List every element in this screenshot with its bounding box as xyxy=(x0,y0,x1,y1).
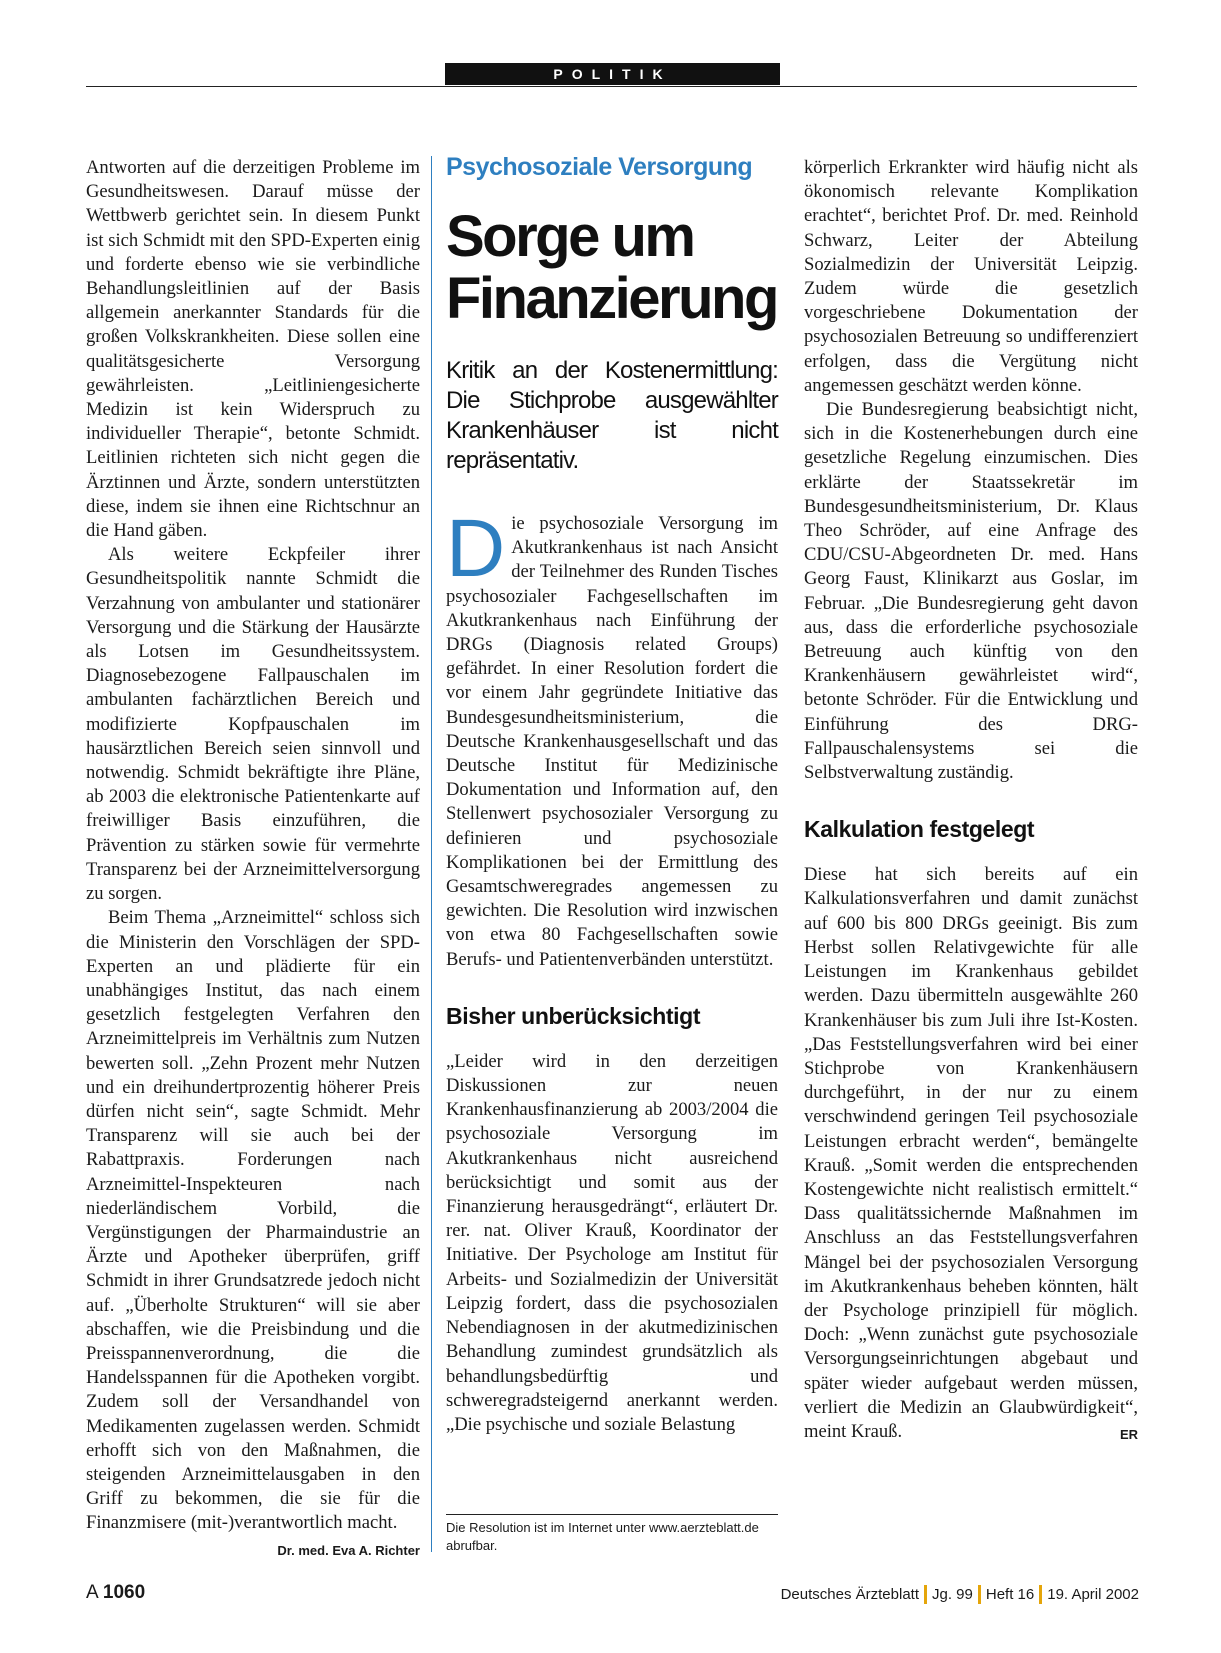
right-paragraph-3-text: Diese hat sich bereits auf ein Kalkulationsverfahren und damit zunächst auf 600 bis 800 DRGs geeinigt. Bis zum Herbst sollen Relativgewichte für alle Leistungen im Krankenhaus gebildet werden. Dazu übermitteln ausgewählte 260 Krankenhäuser bis zum Juli ihre Ist-Kosten. „Das Feststellungsverfahren wird bei einer Stichprobe von Krankenhäusern durchgeführt, in der nur zu einem verschwindend geringen Teil psychosoziale Leistungen erbracht werden“, bemängelte Krauß. „Somit werden die entsprechenden Kostengewichte nicht realistisch ermittelt.“ Dass qualitätssichernde Maßnahmen im Anschluss an das Feststellungsverfahren Mängel bei der psychosozialen Versorgung im Akutkrankenhaus beheben könnten, hält der Psychologe prinzipiell für möglich. Doch: „Wenn zunächst gute psychosoziale Versorgungseinrichtungen abgebaut und später wieder aufgebaut werden müssen, verliert die Medizin an Glaubwürdigkeit“, meint Krauß. xyxy=(804,864,1138,1442)
right-column xyxy=(804,156,1138,1447)
journal-name: Deutsches Ärzteblatt xyxy=(780,1586,919,1603)
subhead-kalkulation: Kalkulation festgelegt xyxy=(804,816,1035,843)
article-deck: Kritik an der Kostenermittlung: Die Stichprobe ausgewählter Krankenhäuser ist nicht repräsentativ. xyxy=(446,357,778,474)
page-number xyxy=(86,1582,145,1604)
article-intro xyxy=(446,503,778,972)
header-rule xyxy=(86,86,1137,87)
footer-separator xyxy=(1039,1585,1042,1604)
left-paragraph-2: Als weitere Eckpfeiler ihrer Gesundheitspolitik nannte Schmidt die Verzahnung von ambulanter und stationärer Versorgung und die Stärkung der Hausärzte als Lotsen im Gesundheitssystem. Diagnosebezogene Fallpauschalen im ambulanten fachärztlichen Bereich und modifizierte Kopfpauschalen im hausärztlichen Bereich seien sinnvoll und notwendig. Schmidt bekräftigte ihre Pläne, ab 2003 die elektronische Patientenkarte auf freiwilliger Basis einzuführen, die Prävention zu stärken sowie für vermehrte Transparenz bei der Arzneimittelversorgung zu sorgen. xyxy=(86,544,420,905)
right-paragraph-3 xyxy=(804,863,1138,1444)
right-paragraph-1: körperlich Erkrankter wird häufig nicht als ökonomisch relevante Komplikation erachtet“, berichtet Prof. Dr. med. Reinhold Schwarz, Leiter der Abteilung Sozialmedizin der Universität Leipzig. Zudem würde die gesetzlich vorgeschriebene Dokumentation der psychosozialen Betreuung so undifferenziert erfolgen, dass die Vergütung nicht angemessen geschätzt werden könne. xyxy=(804,157,1138,396)
page-number-value: 1060 xyxy=(102,1582,146,1603)
left-paragraph-1: Antworten auf die derzeitigen Probleme im Gesundheitswesen. Darauf müsse der Wettbwerb gerichtet sein. In diesem Punkt ist sich Schmidt mit den SPD-Experten einig und forderte ebenso wie sie verbindliche Behandlungsleitlinien auf der Basis allgemein anerkannter Standards für die großen Volkskrankheiten. Diese sollen eine qualitätsgesicherte Versorgung gewährleisten. „Leitliniengesicherte Medizin ist kein Widerspruch zu individueller Therapie“, betonte Schmidt. Leitlinien richteten sich nicht gegen die Ärztinnen und Ärzte, sondern unterstützten diese, indem sie ihnen eine Richtschnur an die Hand gäben. xyxy=(86,157,420,542)
article-paragraph-2: „Leider wird in den derzeitigen Diskussionen zur neuen Krankenhausfinanzierung ab 2003/2004 die psychosoziale Versorgung im Akutkrankenhaus nicht ausreichend berücksichtigt und somit aus der Finanzierung herausgedrängt“, erläutert Dr. rer. nat. Oliver Krauß, Koordinator der Initiative. Der Psychologe am Institut für Arbeits- und Sozialmedizin der Universität Leipzig fordert, dass die psychosozialen Nebendiagnosen in der akutmedizinischen Behandlung zumindest grundsätzlich als behandlungsbedürftig und schweregradsteigernd anerkannt werden. „Die psychische und soziale Belastung xyxy=(446,1050,778,1435)
resolution-note: Die Resolution ist im Internet unter www.aerzteblatt.de abrufbar. xyxy=(446,1514,778,1555)
section-label: POLITIK xyxy=(445,63,780,85)
author-initials: ER xyxy=(1119,1426,1138,1442)
journal-issue: Heft 16 xyxy=(985,1586,1035,1603)
journal-date: 19. April 2002 xyxy=(1047,1586,1139,1603)
article-column xyxy=(446,152,778,1437)
headline-line-2: Finanzierung xyxy=(446,266,777,331)
author-byline: Dr. med. Eva A. Richter xyxy=(277,1542,420,1558)
page-prefix: A xyxy=(86,1582,98,1603)
right-paragraph-2: Die Bundesregierung beabsichtigt nicht, sich in die Kostenerhebungen durch eine gesetzliche Regelung einzumischen. Dies erklärte der Staatssekretär im Bundesgesundheitsministerium, Dr. Klaus Theo Schröder, auf eine Anfrage des CDU/CSU-Abgeordneten Dr. med. Hans Georg Faust, Klinikarzt aus Goslar, im Februar. „Die Bundesregierung geht davon aus, dass die erforderliche psychosoziale Betreuung auch künftig von den Krankenhäusern gewährleistet wird“, betonte Schröder. Für die Entwicklung und Einführung des DRG-Fallpauschalensystems sei die Selbstverwaltung zuständig. xyxy=(804,399,1138,784)
drop-cap: D xyxy=(446,503,506,594)
journal-volume: Jg. 99 xyxy=(932,1586,973,1603)
footer-separator xyxy=(924,1585,927,1604)
footer-separator xyxy=(978,1585,981,1604)
article-intro-text: ie psychosoziale Versorgung im Akutkrankenhaus ist nach Ansicht der Teilnehmer des Runden Tisches psychosozialer Fachgesellschaften im Akutkrankenhaus nach Einführung der DRGs (Diagnosis related Groups) gefährdet. In einer Resolution fordert die vor einem Jahr gegründete Initiative das Bundesgesundheitsministerium, die Deutsche Krankenhausgesellschaft und das Deutsche Institut für Medizinische Dokumentation und Information auf, den Stellenwert psychosozialer Versorgung zu definieren und psychosoziale Komplikationen bei der Ermittlung des Gesamtschweregrades angemessen zu gewichten. Die Resolution wird inzwischen von etwa 80 Fachgesellschaften sowie Berufs- und Patientenverbänden unterstützt. xyxy=(446,513,778,970)
article-kicker: Psychosoziale Versorgung xyxy=(446,153,753,181)
footer-info xyxy=(781,1585,1139,1604)
subhead-bisher: Bisher unberücksichtigt xyxy=(446,1002,701,1029)
left-paragraph-3-text: Beim Thema „Arzneimittel“ schloss sich die Ministerin den Vorschlägen der SPD-Experten an und plädierte für ein unabhängiges Institut, das nach einem gesetzlich festgelegten Verfahren den Arzneimittelpreis im Verhältnis zum Nutzen bewerten soll. „Zehn Prozent mehr Nutzen und ein dreihundertprozentig höherer Preis dürfen nicht sein“, sagte Schmidt. Mehr Transparenz will sie auch bei der Rabattpraxis. Forderungen nach Arzneimittel-Inspekteuren nach niederländischem Vorbild, die Vergünstigungen der Pharmaindustrie an Ärzte und Apotheker überprüfen, griff Schmidt in ihrer Grundsatzrede jedoch nicht auf. „Überholte Strukturen“ will sie aber abschaffen, wie die Preisbindung und die Preisspannenverordnung, die die Handelsspannen für die Apotheken vorgibt. Zudem soll der Versandhandel von Medikamenten zugelassen werden. Schmidt erhofft sich von den Maßnahmen, die steigenden Arzneimittelausgaben in den Griff zu bekommen, die sie für die Finanzmisere (mit-)verantwortlich macht. xyxy=(86,907,420,1534)
headline-line-1: Sorge um xyxy=(446,204,694,269)
column-divider xyxy=(431,156,432,1552)
left-paragraph-3 xyxy=(86,906,420,1558)
left-column xyxy=(86,156,420,1563)
article-headline xyxy=(446,206,778,330)
